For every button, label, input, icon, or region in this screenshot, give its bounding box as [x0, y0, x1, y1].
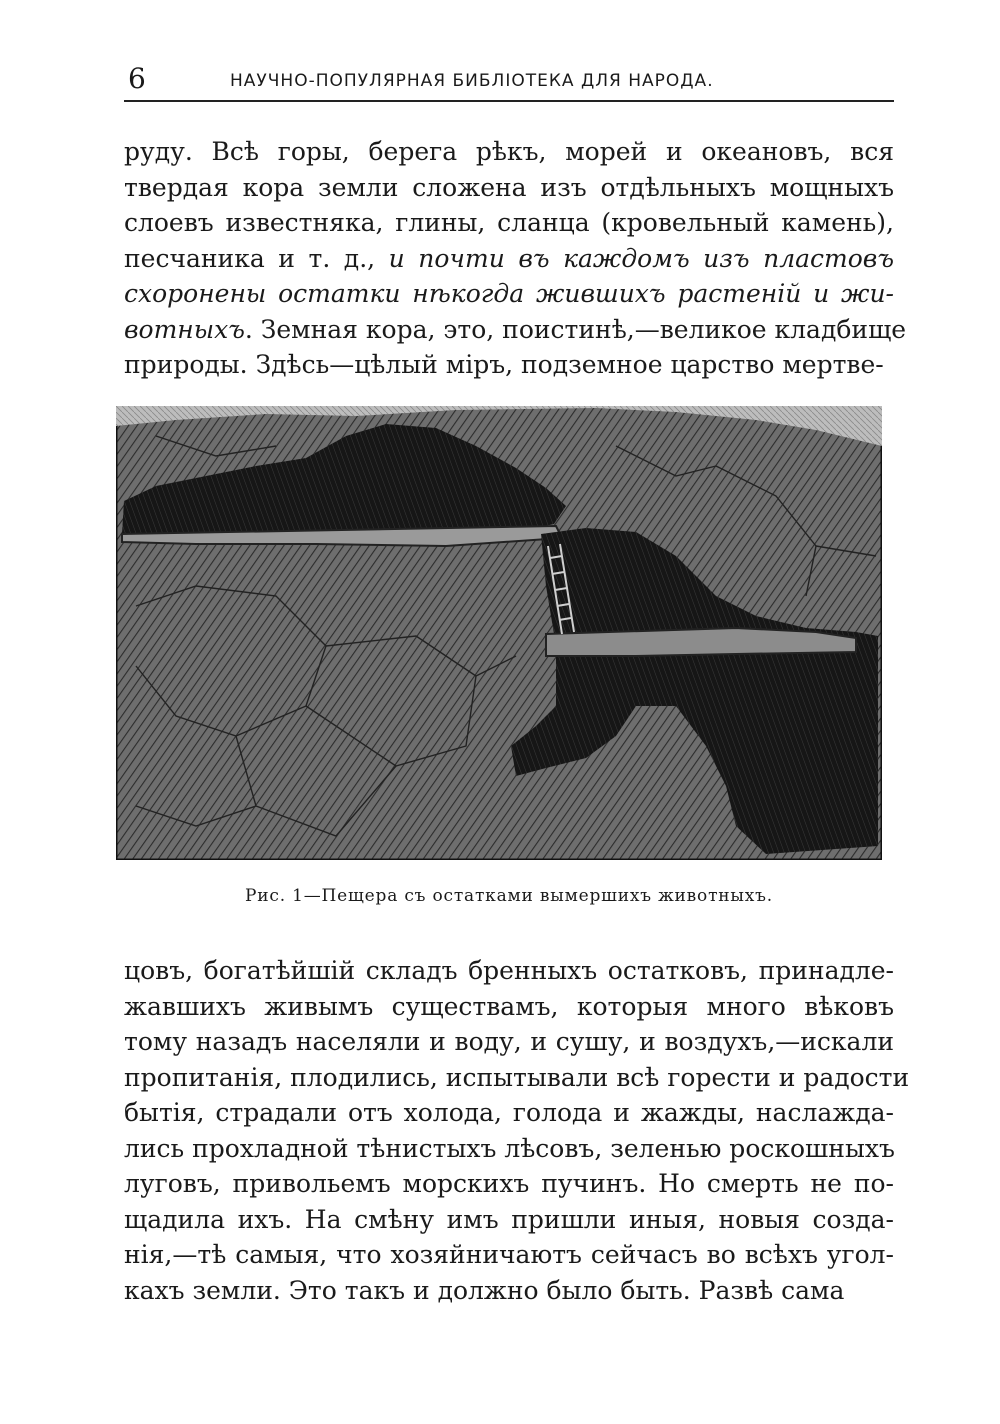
- text-line: [124, 276, 894, 312]
- text-run: тому назадъ населяли и воду, и сушу, и воздухъ,—искали: [124, 1027, 894, 1056]
- text-line: [124, 1273, 894, 1309]
- text-run: жавшихъ живымъ существамъ, которыя много вѣковъ: [124, 991, 894, 1021]
- text-line: [124, 1131, 894, 1167]
- text-run: бытія, страдали отъ холода, голода и жажды, наслажда-: [124, 1098, 894, 1127]
- italic-run: и почти въ каждомъ изъ пластовъ: [388, 243, 894, 273]
- paragraph-1: [124, 134, 907, 383]
- text-line: [124, 1202, 894, 1238]
- text-line: [124, 312, 907, 348]
- figure-caption: Рис. 1—Пещера съ остатками вымершихъ животныхъ.: [245, 886, 773, 906]
- text-run: нія,—тѣ самыя, что хозяйничаютъ сейчасъ во всѣхъ угол-: [124, 1240, 894, 1269]
- text-run: щадила ихъ. На смѣну имъ пришли иныя, новыя созда-: [124, 1204, 894, 1234]
- text-line: [124, 1095, 894, 1131]
- page-number: 6: [128, 62, 146, 95]
- text-run: твердая кора земли сложена изъ отдѣльныхъ мощныхъ: [124, 172, 894, 202]
- text-line: [124, 170, 894, 206]
- text-run: кахъ земли. Это такъ и должно было быть. Развѣ сама: [124, 1275, 845, 1305]
- cave-figure: [116, 406, 882, 860]
- text-run: руду. Всѣ горы, берега рѣкъ, морей и океановъ, вся: [124, 137, 894, 166]
- italic-run: схоронены остатки нѣкогда жившихъ растеній и жи-: [124, 279, 894, 308]
- text-run: пропитанія, плодились, испытывали всѣ горести и радости: [124, 1062, 910, 1092]
- text-run: . Земная кора, это, поистинѣ,—великое кладбище: [244, 314, 907, 344]
- text-line: [124, 134, 894, 170]
- text-line: [124, 241, 894, 277]
- text-line: [124, 1166, 894, 1202]
- text-line: [124, 347, 894, 383]
- italic-run: вотныхъ: [124, 314, 245, 344]
- text-line: [124, 953, 894, 989]
- text-run: лись прохладной тѣнистыхъ лѣсовъ, зеленью роскошныхъ: [124, 1133, 895, 1163]
- text-run: луговъ, привольемъ морскихъ пучинъ. Но смерть не по-: [124, 1169, 894, 1198]
- text-line: [124, 989, 894, 1025]
- text-line: [124, 1024, 894, 1060]
- text-run: цовъ, богатѣйшій складъ бренныхъ остатковъ, принадле-: [124, 956, 894, 985]
- running-title: НАУЧНО-ПОПУЛЯРНАЯ БИБЛІОТЕКА ДЛЯ НАРОДА.: [230, 71, 714, 91]
- text-line: [124, 1237, 894, 1273]
- paragraph-2: [124, 953, 910, 1308]
- text-run: слоевъ известняка, глины, сланца (кровельный камень),: [124, 208, 894, 237]
- cave-illustration-icon: [116, 406, 882, 860]
- page-header: [124, 62, 894, 102]
- text-run: песчаника и т. д.,: [124, 243, 389, 273]
- text-run: природы. Здѣсь—цѣлый міръ, подземное царство мертве-: [124, 350, 884, 379]
- text-line: [124, 1060, 910, 1096]
- text-line: [124, 205, 894, 241]
